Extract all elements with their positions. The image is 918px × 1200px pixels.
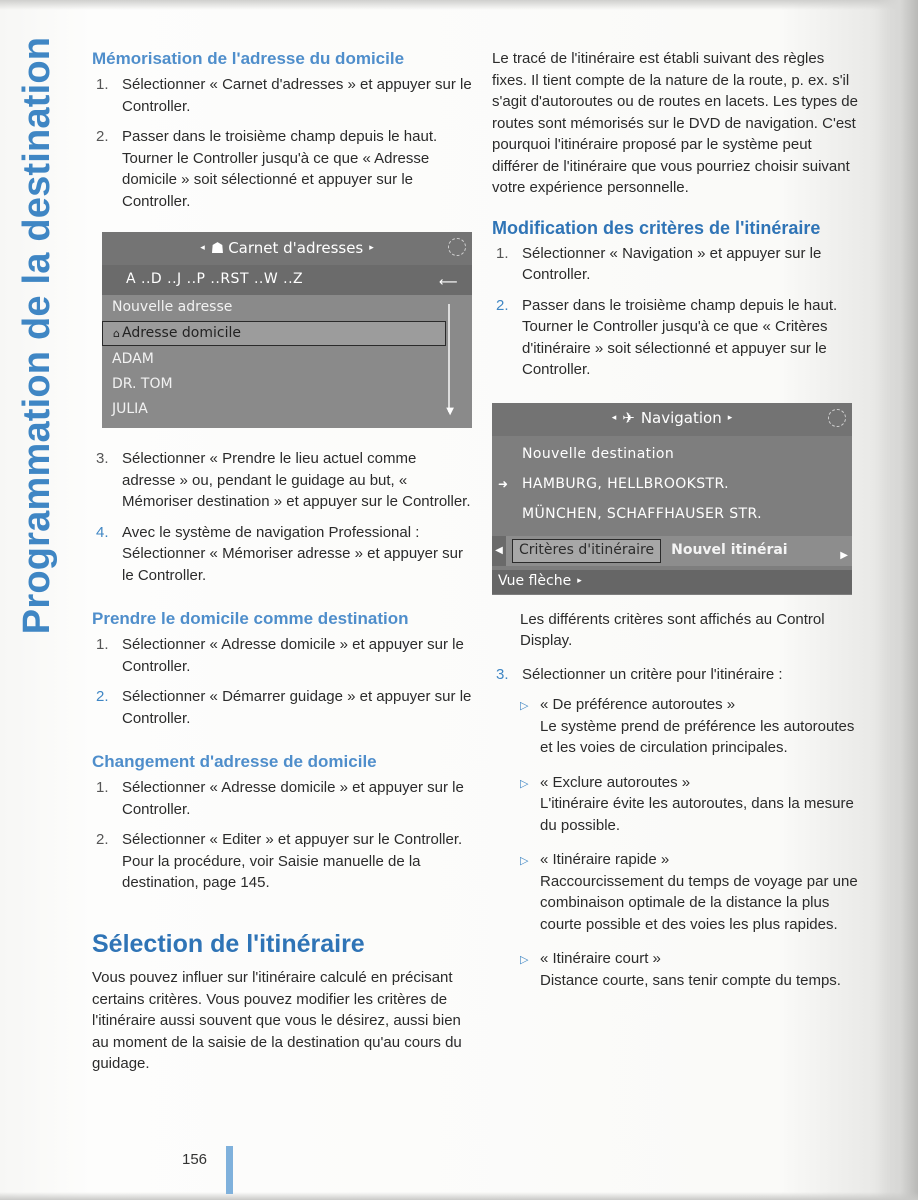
list-item-active-destination xyxy=(492,470,852,500)
navigation-screenshot xyxy=(492,403,852,595)
step-text: Avec le système de navigation Professional : Sélectionner « Mémoriser adresse » et appuyer sur le Controller. xyxy=(122,523,464,584)
criterion-name: « Itinéraire court » xyxy=(540,950,661,967)
address-book-screenshot xyxy=(102,232,472,428)
page-bottom-edge xyxy=(0,1192,918,1200)
left-column xyxy=(92,48,472,1087)
step-number: 3. xyxy=(96,450,109,467)
chevron-right-icon: ▸ xyxy=(577,575,582,586)
criterion-description: Distance courte, sans tenir compte du temps. xyxy=(540,971,841,989)
triangle-bullet-icon: ▷ xyxy=(520,855,529,867)
step-number: 4. xyxy=(96,523,109,541)
chevron-left-icon: ◀ xyxy=(492,536,506,566)
memo-heading: Mémorisation de l'adresse du domicile xyxy=(92,49,405,68)
list-item xyxy=(92,777,472,820)
guidance-arrow-icon: ➜ xyxy=(498,476,509,491)
list-item: JULIA xyxy=(112,400,148,417)
step-text: Sélectionner « Editer » et appuyer sur le Controller. Pour la procédure, voir Saisie manuelle de la destination, page 145. xyxy=(122,831,463,891)
contact-card-icon: ☗ xyxy=(210,238,225,257)
intro-paragraph: Le tracé de l'itinéraire est établi suivant des règles fixes. Il tient compte de la nature de la route, p. ex. s'il s'agit d'autoroutes ou de routes en lacets. Les types de routes sont mémorisés sur le DVD de navigation. C'est pourquoi l'itinéraire proposé par le système peut différer de l'itinéraire que vous pourriez choisir suivant votre expérience personnelle. xyxy=(492,50,858,196)
screen-title: Navigation xyxy=(640,409,722,428)
controller-icon xyxy=(828,409,846,427)
alphabet-text: A ..D ..J ..P ..RST ..W ..Z xyxy=(126,271,304,288)
list-item xyxy=(92,634,472,677)
list-item xyxy=(520,772,862,837)
home-icon: ⌂ xyxy=(113,326,120,340)
step-number: 2. xyxy=(96,128,109,145)
screen-footer xyxy=(492,570,852,594)
footer-label: Vue flèche xyxy=(498,572,572,589)
page-top-shadow xyxy=(0,0,918,10)
list-item: MÜNCHEN, SCHAFFHAUSER STR. xyxy=(522,505,762,522)
prendre-heading: Prendre le domicile comme destination xyxy=(92,609,409,628)
memo-steps-continued xyxy=(92,448,472,586)
list-item-label: Adresse domicile xyxy=(121,324,241,341)
page-binding-edge xyxy=(878,0,918,1200)
page-number: 156 xyxy=(182,1151,208,1168)
criterion-name: « Exclure autoroutes » xyxy=(540,773,691,791)
modif-heading: Modification des critères de l'itinéraire xyxy=(492,217,821,238)
section-heading: Sélection de l'itinéraire xyxy=(92,929,365,958)
step-number: 1. xyxy=(496,244,509,262)
section-paragraph: Vous pouvez influer sur l'itinéraire calculé en précisant certains critères. Vous pouvez modifier les critères de l'itinéraire aussi souvent que vous le désirez, aussi bien au moment de la saisie de la destination qu'au cours du guidage. xyxy=(92,969,462,1072)
step-number: 1. xyxy=(96,636,109,653)
scrollbar xyxy=(448,304,450,412)
step-text: Sélectionner « Adresse domicile » et appuyer sur le Controller. xyxy=(122,779,464,818)
step-number: 3. xyxy=(496,665,509,683)
prendre-steps xyxy=(92,634,472,729)
triangle-bullet-icon: ▷ xyxy=(520,700,529,712)
screen-title: Carnet d'adresses xyxy=(228,238,364,257)
step-text: Sélectionner un critère pour l'itinéraire : xyxy=(522,665,783,683)
list-item xyxy=(92,74,472,117)
change-steps xyxy=(92,777,472,894)
step-text: Sélectionner « Adresse domicile » et appuyer sur le Controller. xyxy=(122,636,464,675)
tab-bar xyxy=(492,536,852,566)
triangle-bullet-icon: ▷ xyxy=(520,954,529,966)
list-item xyxy=(492,295,862,381)
list-item xyxy=(92,829,472,894)
list-item: ADAM xyxy=(112,350,154,367)
criteria-list xyxy=(520,694,862,991)
chapter-side-title xyxy=(5,36,71,634)
step-number: 2. xyxy=(96,688,109,705)
chevron-left-icon: ◂ xyxy=(611,413,617,424)
step-text: Passer dans le troisième champ depuis le haut. Tourner le Controller jusqu'à ce que « Adresse domicile » soit sélectionné et appuyer sur le Controller. xyxy=(122,128,438,210)
page-number-bar xyxy=(226,1146,233,1194)
selected-list-item xyxy=(102,321,446,346)
step-text: Sélectionner « Carnet d'adresses » et appuyer sur le Controller. xyxy=(122,76,472,115)
list-item: Nouvelle adresse xyxy=(112,298,233,315)
tab-nouvel-itineraire: Nouvel itinérai xyxy=(671,541,788,558)
step-number: 2. xyxy=(496,296,509,314)
chevron-down-icon: ▼ xyxy=(446,405,454,417)
list-item xyxy=(520,694,862,759)
navigation-icon: ✈ xyxy=(622,409,635,428)
tab-criteres: Critères d'itinéraire xyxy=(512,539,661,563)
right-column xyxy=(492,48,862,1004)
list-item xyxy=(492,243,862,286)
step-text: Passer dans le troisième champ depuis le haut. Tourner le Controller jusqu'à ce que « Critères d'itinéraire » soit sélectionné et appuyer sur le Controller. xyxy=(522,296,838,378)
memo-steps xyxy=(92,74,472,212)
criterion-description: Le système prend de préférence les autoroutes et les voies de circulation principales. xyxy=(540,717,855,756)
screen-header xyxy=(102,232,472,265)
criterion-name: « De préférence autoroutes » xyxy=(540,696,736,713)
step-text: Sélectionner « Navigation » et appuyer sur le Controller. xyxy=(522,244,822,283)
chevron-right-icon: ▶ xyxy=(840,549,848,561)
list-item xyxy=(520,948,862,991)
backspace-icon: ⟵ xyxy=(438,275,458,290)
triangle-bullet-icon: ▷ xyxy=(520,777,529,790)
criterion-name: « Itinéraire rapide » xyxy=(540,851,670,868)
list-item xyxy=(92,448,472,513)
modif-steps xyxy=(492,243,862,381)
step-3 xyxy=(492,664,862,686)
step-number: 2. xyxy=(96,831,109,848)
chapter-title-text: Programmation de la destination xyxy=(16,36,59,634)
list-item: DR. TOM xyxy=(112,375,173,392)
step-number: 1. xyxy=(96,76,109,93)
list-item xyxy=(92,686,472,729)
chevron-right-icon: ▸ xyxy=(369,242,374,253)
step-text: Sélectionner « Prendre le lieu actuel comme adresse » ou, pendant le guidage au but, « Mémoriser destination » et appuyer sur le Controller. xyxy=(122,450,471,510)
list-item xyxy=(92,522,472,587)
screen-header xyxy=(492,403,852,436)
list-item xyxy=(520,849,862,935)
change-heading: Changement d'adresse de domicile xyxy=(92,752,377,771)
criterion-description: Raccourcissement du temps de voyage par une combinaison optimale de la distance la plus courte possible et des voies les plus rapides. xyxy=(540,872,858,933)
list-item xyxy=(92,126,472,212)
after-screen-paragraph: Les différents critères sont affichés au Control Display. xyxy=(520,610,825,649)
chevron-right-icon: ▸ xyxy=(727,413,733,424)
alphabet-bar xyxy=(102,265,472,295)
list-item: Nouvelle destination xyxy=(522,445,675,462)
criterion-description: L'itinéraire évite les autoroutes, dans la mesure du possible. xyxy=(540,795,854,834)
controller-icon xyxy=(448,238,466,256)
step-text: Sélectionner « Démarrer guidage » et appuyer sur le Controller. xyxy=(122,688,472,727)
chevron-left-icon: ◂ xyxy=(200,242,205,253)
step-number: 1. xyxy=(96,779,109,796)
list-item-label: HAMBURG, HELLBROOKSTR. xyxy=(522,475,729,492)
list-item xyxy=(492,664,862,686)
